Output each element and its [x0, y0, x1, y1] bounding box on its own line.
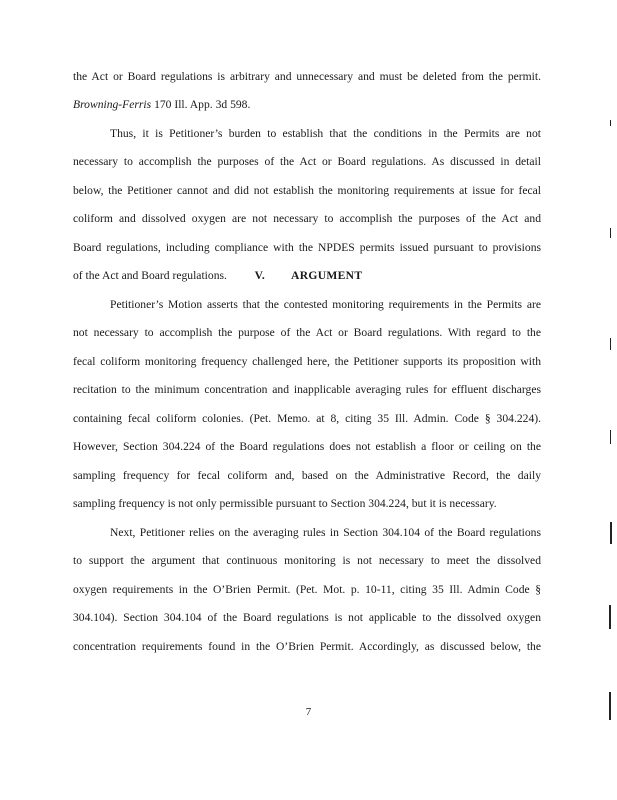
section-number: V.: [254, 269, 266, 282]
text-line: Next, Petitioner relies on the averaging rules in Section 304.104 of the Board regulations: [110, 526, 541, 539]
section-heading: [0, 269, 617, 282]
text-line: sampling frequency for fecal coliform and, based on the Administrative Record, the daily: [73, 469, 541, 482]
text-line: the Act or Board regulations is arbitrary and unnecessary and must be deleted from the permit.: [73, 70, 541, 83]
scan-mark: [609, 692, 611, 720]
text-line: concentration requirements found in the O’Brien Permit. Accordingly, as discussed below, the: [73, 640, 541, 653]
text-line: below, the Petitioner cannot and did not establish the monitoring requirements at issue for fecal: [73, 184, 541, 197]
text-line: not necessary to accomplish the purpose of the Act or Board regulations. With regard to the: [73, 326, 541, 339]
text-line: Petitioner’s Motion asserts that the contested monitoring requirements in the Permits are: [110, 298, 541, 311]
text-line: to support the argument that continuous monitoring is not necessary to meet the dissolved: [73, 554, 541, 567]
text-line: coliform and dissolved oxygen are not necessary to accomplish the purposes of the Act and: [73, 212, 541, 225]
text-line: However, Section 304.224 of the Board regulations does not establish a floor or ceiling on the: [73, 440, 541, 453]
text-line: fecal coliform monitoring frequency challenged here, the Petitioner supports its proposition with: [73, 355, 541, 368]
text-line: Board regulations, including compliance with the NPDES permits issued pursuant to provisions: [73, 241, 541, 254]
text-line: necessary to accomplish the purposes of the Act or Board regulations. As discussed in detail: [73, 155, 541, 168]
text-line: of the Act and Board regulations.: [73, 269, 227, 282]
case-citation: Browning-Ferris: [73, 98, 152, 111]
scan-mark: [610, 522, 612, 544]
scan-mark: [609, 605, 611, 629]
text-line: sampling frequency is not only permissible pursuant to Section 304.224, but it is necessary.: [73, 497, 497, 510]
text-line: Thus, it is Petitioner’s burden to establish that the conditions in the Permits are not: [110, 127, 541, 140]
scan-mark: [610, 120, 611, 126]
scan-mark: [610, 228, 611, 238]
text-line: 304.104). Section 304.104 of the Board regulations is not applicable to the dissolved oxygen: [73, 611, 541, 624]
scan-mark: [610, 430, 611, 444]
section-title: ARGUMENT: [291, 269, 363, 282]
text-line: recitation to the minimum concentration and inapplicable averaging rules for effluent discharges: [73, 383, 541, 396]
scan-mark: [610, 338, 611, 350]
text-line: oxygen requirements in the O’Brien Permit. (Pet. Mot. p. 10-11, citing 35 Ill. Admin Code §: [73, 583, 541, 596]
text-line: containing fecal coliform colonies. (Pet. Memo. at 8, citing 35 Ill. Admin. Code § 304.224).: [73, 412, 541, 425]
text-line: Browning-Ferris 170 Ill. App. 3d 598.: [73, 98, 251, 111]
page-number: 7: [305, 706, 312, 718]
